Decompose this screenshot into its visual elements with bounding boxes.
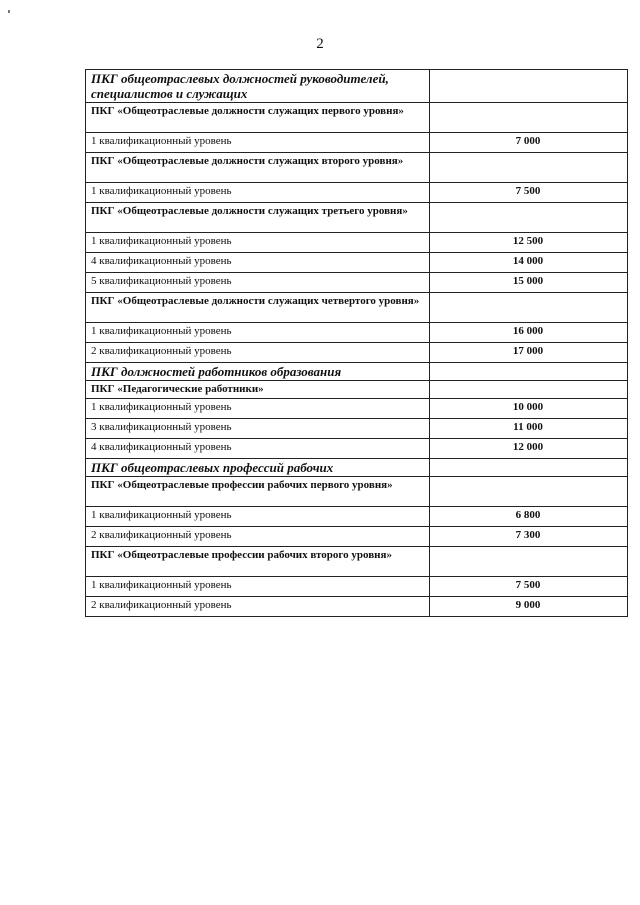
salary-value: 15 000: [430, 273, 628, 293]
level-label: 4 квалификационный уровень: [86, 439, 430, 459]
level-row: [86, 577, 628, 597]
salary-value: [430, 363, 628, 381]
level-label: 1 квалификационный уровень: [86, 183, 430, 203]
level-row: [86, 597, 628, 617]
salary-value: 9 000: [430, 597, 628, 617]
level-row: [86, 133, 628, 153]
level-row: [86, 419, 628, 439]
section-title: ПКГ должностей работников образования: [86, 363, 430, 381]
level-label: 2 квалификационный уровень: [86, 597, 430, 617]
level-label: 1 квалификационный уровень: [86, 133, 430, 153]
salary-value: 14 000: [430, 253, 628, 273]
group-row: [86, 103, 628, 133]
level-row: [86, 527, 628, 547]
group-row: [86, 203, 628, 233]
level-row: [86, 507, 628, 527]
salary-table-body: [86, 70, 628, 617]
level-row: [86, 253, 628, 273]
salary-value: 7 500: [430, 577, 628, 597]
salary-value: [430, 293, 628, 323]
salary-value: 11 000: [430, 419, 628, 439]
section-row: [86, 70, 628, 103]
salary-value: 7 300: [430, 527, 628, 547]
level-label: 1 квалификационный уровень: [86, 577, 430, 597]
level-row: [86, 183, 628, 203]
group-title: ПКГ «Общеотраслевые профессии рабочих второго уровня»: [86, 547, 430, 577]
group-title: ПКГ «Общеотраслевые должности служащих третьего уровня»: [86, 203, 430, 233]
salary-value: [430, 70, 628, 103]
group-title: ПКГ «Общеотраслевые должности служащих второго уровня»: [86, 153, 430, 183]
salary-value: [430, 153, 628, 183]
level-row: [86, 323, 628, 343]
salary-value: 7 500: [430, 183, 628, 203]
group-row: [86, 477, 628, 507]
salary-value: [430, 103, 628, 133]
group-row: [86, 293, 628, 323]
salary-value: 16 000: [430, 323, 628, 343]
level-label: 1 квалификационный уровень: [86, 323, 430, 343]
level-label: 5 квалификационный уровень: [86, 273, 430, 293]
level-label: 2 квалификационный уровень: [86, 527, 430, 547]
section-title: ПКГ общеотраслевых профессий рабочих: [86, 459, 430, 477]
level-label: 3 квалификационный уровень: [86, 419, 430, 439]
level-row: [86, 399, 628, 419]
section-row: [86, 459, 628, 477]
level-row: [86, 233, 628, 253]
section-row: [86, 363, 628, 381]
salary-value: 7 000: [430, 133, 628, 153]
group-title: ПКГ «Общеотраслевые профессии рабочих первого уровня»: [86, 477, 430, 507]
group-row: [86, 547, 628, 577]
salary-value: [430, 203, 628, 233]
salary-value: [430, 381, 628, 399]
group-row: [86, 153, 628, 183]
salary-value: 10 000: [430, 399, 628, 419]
salary-value: [430, 547, 628, 577]
group-title: ПКГ «Общеотраслевые должности служащих первого уровня»: [86, 103, 430, 133]
section-title: ПКГ общеотраслевых должностей руководителей, специалистов и служащих: [86, 70, 430, 103]
level-label: 1 квалификационный уровень: [86, 507, 430, 527]
salary-value: 17 000: [430, 343, 628, 363]
level-label: 1 квалификационный уровень: [86, 399, 430, 419]
level-label: 1 квалификационный уровень: [86, 233, 430, 253]
level-label: 2 квалификационный уровень: [86, 343, 430, 363]
salary-value: 12 000: [430, 439, 628, 459]
salary-value: [430, 477, 628, 507]
group-title: ПКГ «Педагогические работники»: [86, 381, 430, 399]
scan-speck: [8, 10, 10, 13]
level-row: [86, 343, 628, 363]
salary-table: [85, 69, 628, 617]
salary-value: 12 500: [430, 233, 628, 253]
page-number: 2: [316, 36, 324, 52]
level-row: [86, 439, 628, 459]
level-row: [86, 273, 628, 293]
salary-value: [430, 459, 628, 477]
salary-value: 6 800: [430, 507, 628, 527]
group-row: [86, 381, 628, 399]
level-label: 4 квалификационный уровень: [86, 253, 430, 273]
group-title: ПКГ «Общеотраслевые должности служащих четвертого уровня»: [86, 293, 430, 323]
